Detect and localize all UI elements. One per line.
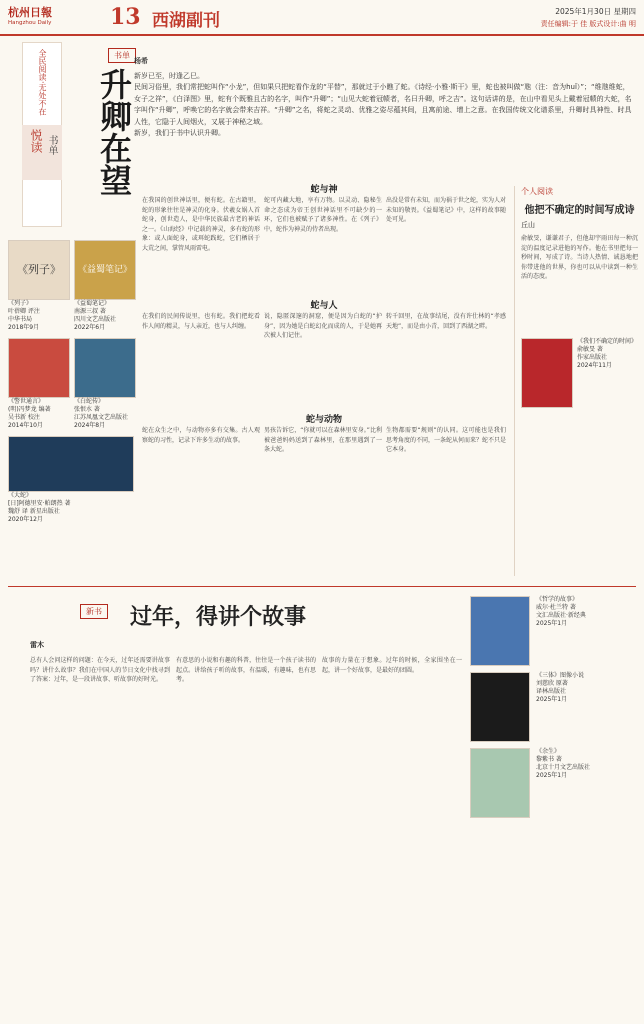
- story-book-list: [470, 596, 620, 818]
- book-cover: [521, 338, 573, 408]
- book-author: [日]阿德里安·帕朗热 著: [8, 500, 71, 507]
- sidebar-text: 俞敏旻，谦谦君子，但他却宇雨田每一种沉淀的温度记录进他的写作。他在书里把每一秒时间，写成了诗。当诗人热情、诚恳地把你带进他的世界，你也可以从中读到一种生活的态度。: [521, 235, 638, 281]
- strip-slogan: 全民阅读·无处不在: [38, 49, 47, 116]
- body-column: 出没是常有未知，而为祸于世之蛇，实为人对未知的敬畏。《益蜀笔记》中，这样的故事随处可见。: [386, 197, 506, 224]
- book-title: 《益蜀笔记》: [74, 300, 111, 307]
- book-title: 《余生》: [536, 748, 561, 755]
- book-cover: [470, 672, 530, 742]
- book-publisher: 译林出版社: [536, 688, 567, 695]
- book-date: 2024年8月: [74, 422, 106, 429]
- book-card: [470, 672, 620, 742]
- sidebar-label: 个人阅读: [521, 187, 553, 196]
- book-title: 《白蛇传》: [74, 398, 105, 405]
- section-title: 西湖副刊: [152, 11, 220, 31]
- intro-paragraph: 新岁已至，时逢乙巳。: [134, 71, 204, 80]
- issue-date: 2025年1月30日 星期四: [555, 7, 636, 16]
- book-author: (明)冯梦龙 编著: [8, 406, 51, 413]
- story-author: 雷木: [30, 641, 44, 649]
- cover-title: 《列子》: [17, 263, 61, 276]
- cover-title: 《益蜀笔记》: [77, 265, 132, 275]
- book-publisher: 作家出版社: [577, 354, 608, 361]
- body-column: 在我们的民间传说里，也有蛇。我们把蛇看作人间的精灵，与人亲近，也与人纠缠。: [142, 313, 260, 330]
- book-title: 《我们不确定的时间》: [577, 338, 638, 345]
- book-title: 《三体》图像小说: [536, 672, 585, 679]
- book-date: 2014年10月: [8, 422, 43, 429]
- book-publisher: 魏舒 译 新星出版社: [8, 508, 60, 515]
- book-publisher: 四川文艺出版社: [74, 316, 117, 323]
- book-title: 《警世通言》: [8, 398, 45, 405]
- book-card: [470, 748, 620, 818]
- body-column: 生物都需要“规则”的认同。这可能也是我们思考角度的不同，一条蛇从何而来？蛇不只是它本身。: [386, 427, 506, 454]
- section-heading: 蛇与人: [310, 301, 338, 311]
- book-author: 刘慈欣 原著: [536, 680, 568, 687]
- book-publisher: 北京十月文艺出版社: [536, 764, 591, 771]
- book-cover: [8, 240, 70, 300]
- sidebar-book: [521, 338, 638, 408]
- sidebar-title: 他把不确定的时间写成诗: [524, 205, 635, 216]
- book-publisher: 吴书新 校注: [8, 414, 40, 421]
- book-card: [74, 240, 136, 332]
- book-date: 2018年9月: [8, 324, 40, 331]
- intro-paragraph: 新岁，我们于书中认识升卿。: [134, 129, 225, 137]
- book-card: [470, 596, 620, 666]
- body-column: 转千回里，在故事结尾，没有许仕林的“孝感天地”，而是由小青，回到了西湖之畔。: [386, 313, 506, 330]
- section-heading: 蛇与动物: [305, 415, 342, 425]
- book-cover: [470, 596, 530, 666]
- section-heading: 蛇与神: [310, 185, 338, 195]
- book-card: [8, 240, 70, 332]
- body-column: 蛇可内藏大地，享有万物。以灵动、隐秘生命之态成为帝王创世神话里不可缺少的一环，它们也被赋予了诸多神性。在《列子》中，蛇作为神灵的侍者出现。: [264, 197, 382, 233]
- masthead: [0, 0, 644, 36]
- body-column: 蛇在众生之中，与动物亦多有交集。古人观察蛇的习性，记录下许多生动的故事。: [142, 427, 260, 444]
- page-number: 13: [110, 4, 141, 30]
- newspaper-logo-sub: Hangzhou Daily: [8, 20, 52, 26]
- book-publisher: 文汇出版社·新经典: [536, 612, 586, 619]
- book-cover: [74, 338, 136, 398]
- book-author: 叶蓓卿 评注: [8, 308, 40, 315]
- book-title: 《大蛇》: [8, 492, 33, 499]
- book-date: 2024年11月: [577, 362, 612, 369]
- intro-paragraph: 民间习俗里，我们常把蛇叫作“小龙”，但如果只把蛇看作龙的“平替”，那就过于小瞧了蛇。《诗经·小雅·斯干》里，蛇也被叫做“虺（注：音为huǐ）”；“维虺维蛇，女子之祥”，《白泽图》里，蛇有个既雅且古的名字，叫作“升卿”；“山见大蛇着冠帻者，名曰升卿，呼之吉”。这句话讲的是，在山中看见头上戴着冠帻的大蛇，名字叫作“升卿”，呼唤它的名字就会带来吉祥。“升卿”之名，将蛇之灵动、优雅之姿尽蕴其间，且寓前途、增上之意。在我国传统文化谱系里，升卿时具神性、时具人性，它隐于人间烟火，又展于神秘之域。: [134, 83, 632, 126]
- story-tag: 新书: [80, 604, 108, 619]
- body-column: 男孩告诉它，“你就可以在森林里安身。”比利被爸爸妈妈送到了森林里，在那里遇到了一条大蛇。: [264, 427, 382, 454]
- book-cover: [74, 240, 136, 300]
- book-date: 2022年6月: [74, 324, 106, 331]
- story-column: 总有人会问这样的问题：在今天，过年还需要讲故事吗？讲什么故事？我们在中国人的节日文化中找寻到了答案：过年，是一段讲故事、听故事的好时光。: [30, 657, 170, 684]
- sidebar-review: [514, 186, 638, 576]
- body-column: 说，隐匿深邃的洞窟，便是因为白蛇的“护身”，因为她是白蛇幻化而成的人，于是她再次被人们记住。: [264, 313, 382, 340]
- section-divider: [8, 586, 636, 587]
- book-card: [8, 338, 70, 430]
- story-column: 故事的力量在于想象。过年的时候，全家围坐在一起，讲一个好故事，是最好的团圆。: [322, 657, 462, 674]
- story-title: 过年，得讲个故事: [130, 604, 307, 630]
- column-tag: 书单: [108, 48, 136, 63]
- book-cover: [470, 748, 530, 818]
- strip-accent: [22, 125, 62, 180]
- book-cover: [8, 436, 134, 492]
- strip-tag: 书单: [46, 135, 57, 155]
- article-author: 杨希: [134, 57, 148, 65]
- article-intro: [134, 56, 634, 140]
- story-column: 有意思的小说和有趣的科普，往往是一个孩子读书的起点。讲给孩子听的故事，有温暖，有趣味，也有思考。: [176, 657, 316, 684]
- strip-label: 悦读: [29, 129, 43, 153]
- article-title: 升卿在望: [95, 68, 133, 196]
- book-publisher: 江苏凤凰文艺出版社: [74, 414, 129, 421]
- book-title: 《哲学的故事》: [536, 596, 579, 603]
- body-column: 在我国的创世神话里，便有蛇。在古籍里，蛇的形象往往是神灵的化身。伏羲女娲人首蛇身，创世造人，是中华民族最古老的神话之一。《山海经》中记载的神灵，多有蛇的形象：或人面蛇身，或珥蛇践蛇，它们栖居于大荒之间，掌管风雨雷电。: [142, 197, 260, 252]
- book-date: 2025年1月: [536, 772, 568, 779]
- book-author: 俞敏旻 著: [577, 346, 603, 353]
- book-date: 2025年1月: [536, 696, 568, 703]
- editor-credit: 责任编辑:于 佳 版式设计:曲 明: [540, 20, 636, 28]
- book-author: 张恨水 著: [74, 406, 100, 413]
- book-card: [74, 338, 136, 430]
- newspaper-logo: 杭州日報: [8, 6, 52, 19]
- book-author: 南源三叔 著: [74, 308, 106, 315]
- sidebar-author: 丘山: [521, 221, 535, 229]
- book-date: 2020年12月: [8, 516, 43, 523]
- book-author: 黎紫书 著: [536, 756, 562, 763]
- book-date: 2025年1月: [536, 620, 568, 627]
- book-title: 《列子》: [8, 300, 33, 307]
- book-cover: [8, 338, 70, 398]
- book-publisher: 中华书局: [8, 316, 33, 323]
- book-author: 威尔·杜兰特 著: [536, 604, 576, 611]
- book-list: [8, 240, 138, 524]
- book-card: [8, 436, 134, 524]
